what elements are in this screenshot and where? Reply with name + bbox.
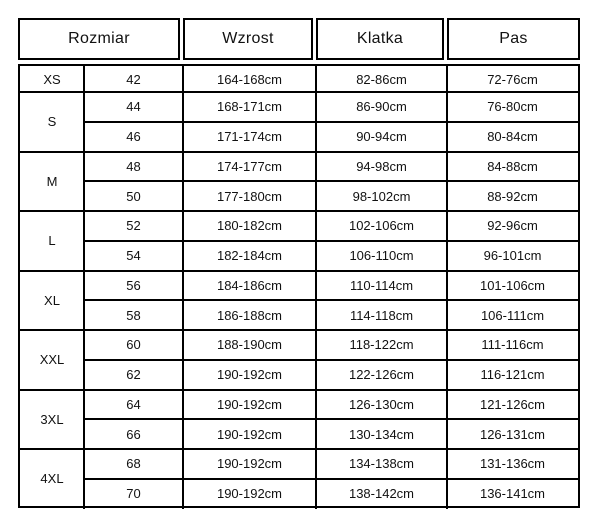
height-cell: 190-192cm — [216, 396, 283, 412]
chest-cell: 126-130cm — [348, 396, 415, 412]
header-chest — [316, 18, 444, 60]
chest-cell: 138-142cm — [348, 486, 415, 502]
size-label-cell: XXL — [39, 352, 65, 368]
height-cell: 190-192cm — [216, 486, 283, 502]
chest-cell: 82-86cm — [356, 71, 407, 87]
header-chest-label: Klatka — [356, 30, 404, 47]
size-label-cell: XL — [44, 292, 60, 308]
eu-size-cell: 50 — [126, 188, 141, 204]
waist-cell: 72-76cm — [487, 71, 538, 87]
eu-size-cell: 46 — [126, 129, 141, 145]
eu-size-cell: 52 — [126, 218, 141, 234]
chest-cell: 98-102cm — [352, 188, 411, 204]
height-cell: 186-188cm — [216, 307, 283, 323]
height-cell: 174-177cm — [216, 158, 283, 174]
height-cell: 190-192cm — [216, 456, 283, 472]
chest-cell: 134-138cm — [348, 456, 415, 472]
header-size-label: Rozmiar — [68, 30, 130, 47]
size-label-cell: M — [46, 173, 58, 189]
chest-cell: 114-118cm — [349, 307, 414, 323]
height-cell: 190-192cm — [216, 426, 283, 442]
waist-cell: 88-92cm — [487, 188, 538, 204]
header-waist — [447, 18, 580, 60]
height-cell: 164-168cm — [216, 71, 283, 87]
row-divider — [84, 121, 578, 123]
height-cell: 180-182cm — [216, 218, 283, 234]
waist-cell: 136-141cm — [479, 486, 546, 502]
eu-size-cell: 54 — [126, 248, 141, 264]
waist-cell: 96-101cm — [483, 248, 542, 264]
size-label-cell: XS — [43, 71, 61, 87]
waist-cell: 116-121cm — [480, 367, 545, 383]
chest-cell: 118-122cm — [349, 337, 414, 353]
waist-cell: 80-84cm — [487, 129, 538, 145]
waist-cell: 131-136cm — [479, 456, 546, 472]
row-divider — [84, 299, 578, 301]
height-cell: 177-180cm — [216, 188, 283, 204]
waist-cell: 76-80cm — [487, 99, 538, 115]
eu-size-cell: 60 — [126, 337, 141, 353]
eu-size-cell: 68 — [126, 456, 141, 472]
size-label-cell: L — [48, 233, 56, 249]
chest-cell: 122-126cm — [348, 367, 415, 383]
row-divider — [84, 180, 578, 182]
row-divider — [84, 240, 578, 242]
chest-cell: 110-114cm — [349, 277, 414, 293]
eu-size-cell: 66 — [126, 426, 141, 442]
eu-size-cell: 62 — [126, 367, 141, 383]
height-cell: 190-192cm — [216, 367, 283, 383]
waist-cell: 111-116cm — [481, 337, 544, 353]
waist-cell: 106-111cm — [480, 307, 545, 323]
waist-cell: 126-131cm — [479, 426, 546, 442]
chest-cell: 90-94cm — [356, 129, 407, 145]
header-waist-label: Pas — [499, 30, 528, 47]
height-cell: 188-190cm — [216, 337, 283, 353]
row-divider — [84, 478, 578, 480]
eu-size-cell: 58 — [126, 307, 141, 323]
waist-cell: 92-96cm — [487, 218, 538, 234]
eu-size-cell: 44 — [126, 99, 141, 115]
size-label-cell: S — [47, 114, 57, 130]
size-table-body — [18, 64, 580, 508]
height-cell: 184-186cm — [216, 277, 283, 293]
header-height — [183, 18, 313, 60]
chest-cell: 106-110cm — [349, 248, 414, 264]
waist-cell: 121-126cm — [479, 396, 546, 412]
height-cell: 168-171cm — [216, 99, 283, 115]
chest-cell: 102-106cm — [348, 218, 415, 234]
chest-cell: 130-134cm — [348, 426, 415, 442]
header-height-label: Wzrost — [222, 30, 274, 47]
chest-cell: 86-90cm — [356, 99, 407, 115]
height-cell: 171-174cm — [216, 129, 283, 145]
eu-size-cell: 42 — [126, 71, 141, 87]
row-divider — [84, 418, 578, 420]
waist-cell: 101-106cm — [479, 277, 546, 293]
waist-cell: 84-88cm — [487, 158, 538, 174]
row-divider — [84, 359, 578, 361]
eu-size-cell: 56 — [126, 277, 141, 293]
size-label-cell: 4XL — [40, 471, 64, 487]
height-cell: 182-184cm — [216, 248, 283, 264]
eu-size-cell: 48 — [126, 158, 141, 174]
size-label-cell: 3XL — [40, 411, 64, 427]
eu-size-cell: 64 — [126, 396, 141, 412]
header-size — [18, 18, 180, 60]
eu-size-cell: 70 — [126, 486, 141, 502]
chest-cell: 94-98cm — [356, 158, 407, 174]
